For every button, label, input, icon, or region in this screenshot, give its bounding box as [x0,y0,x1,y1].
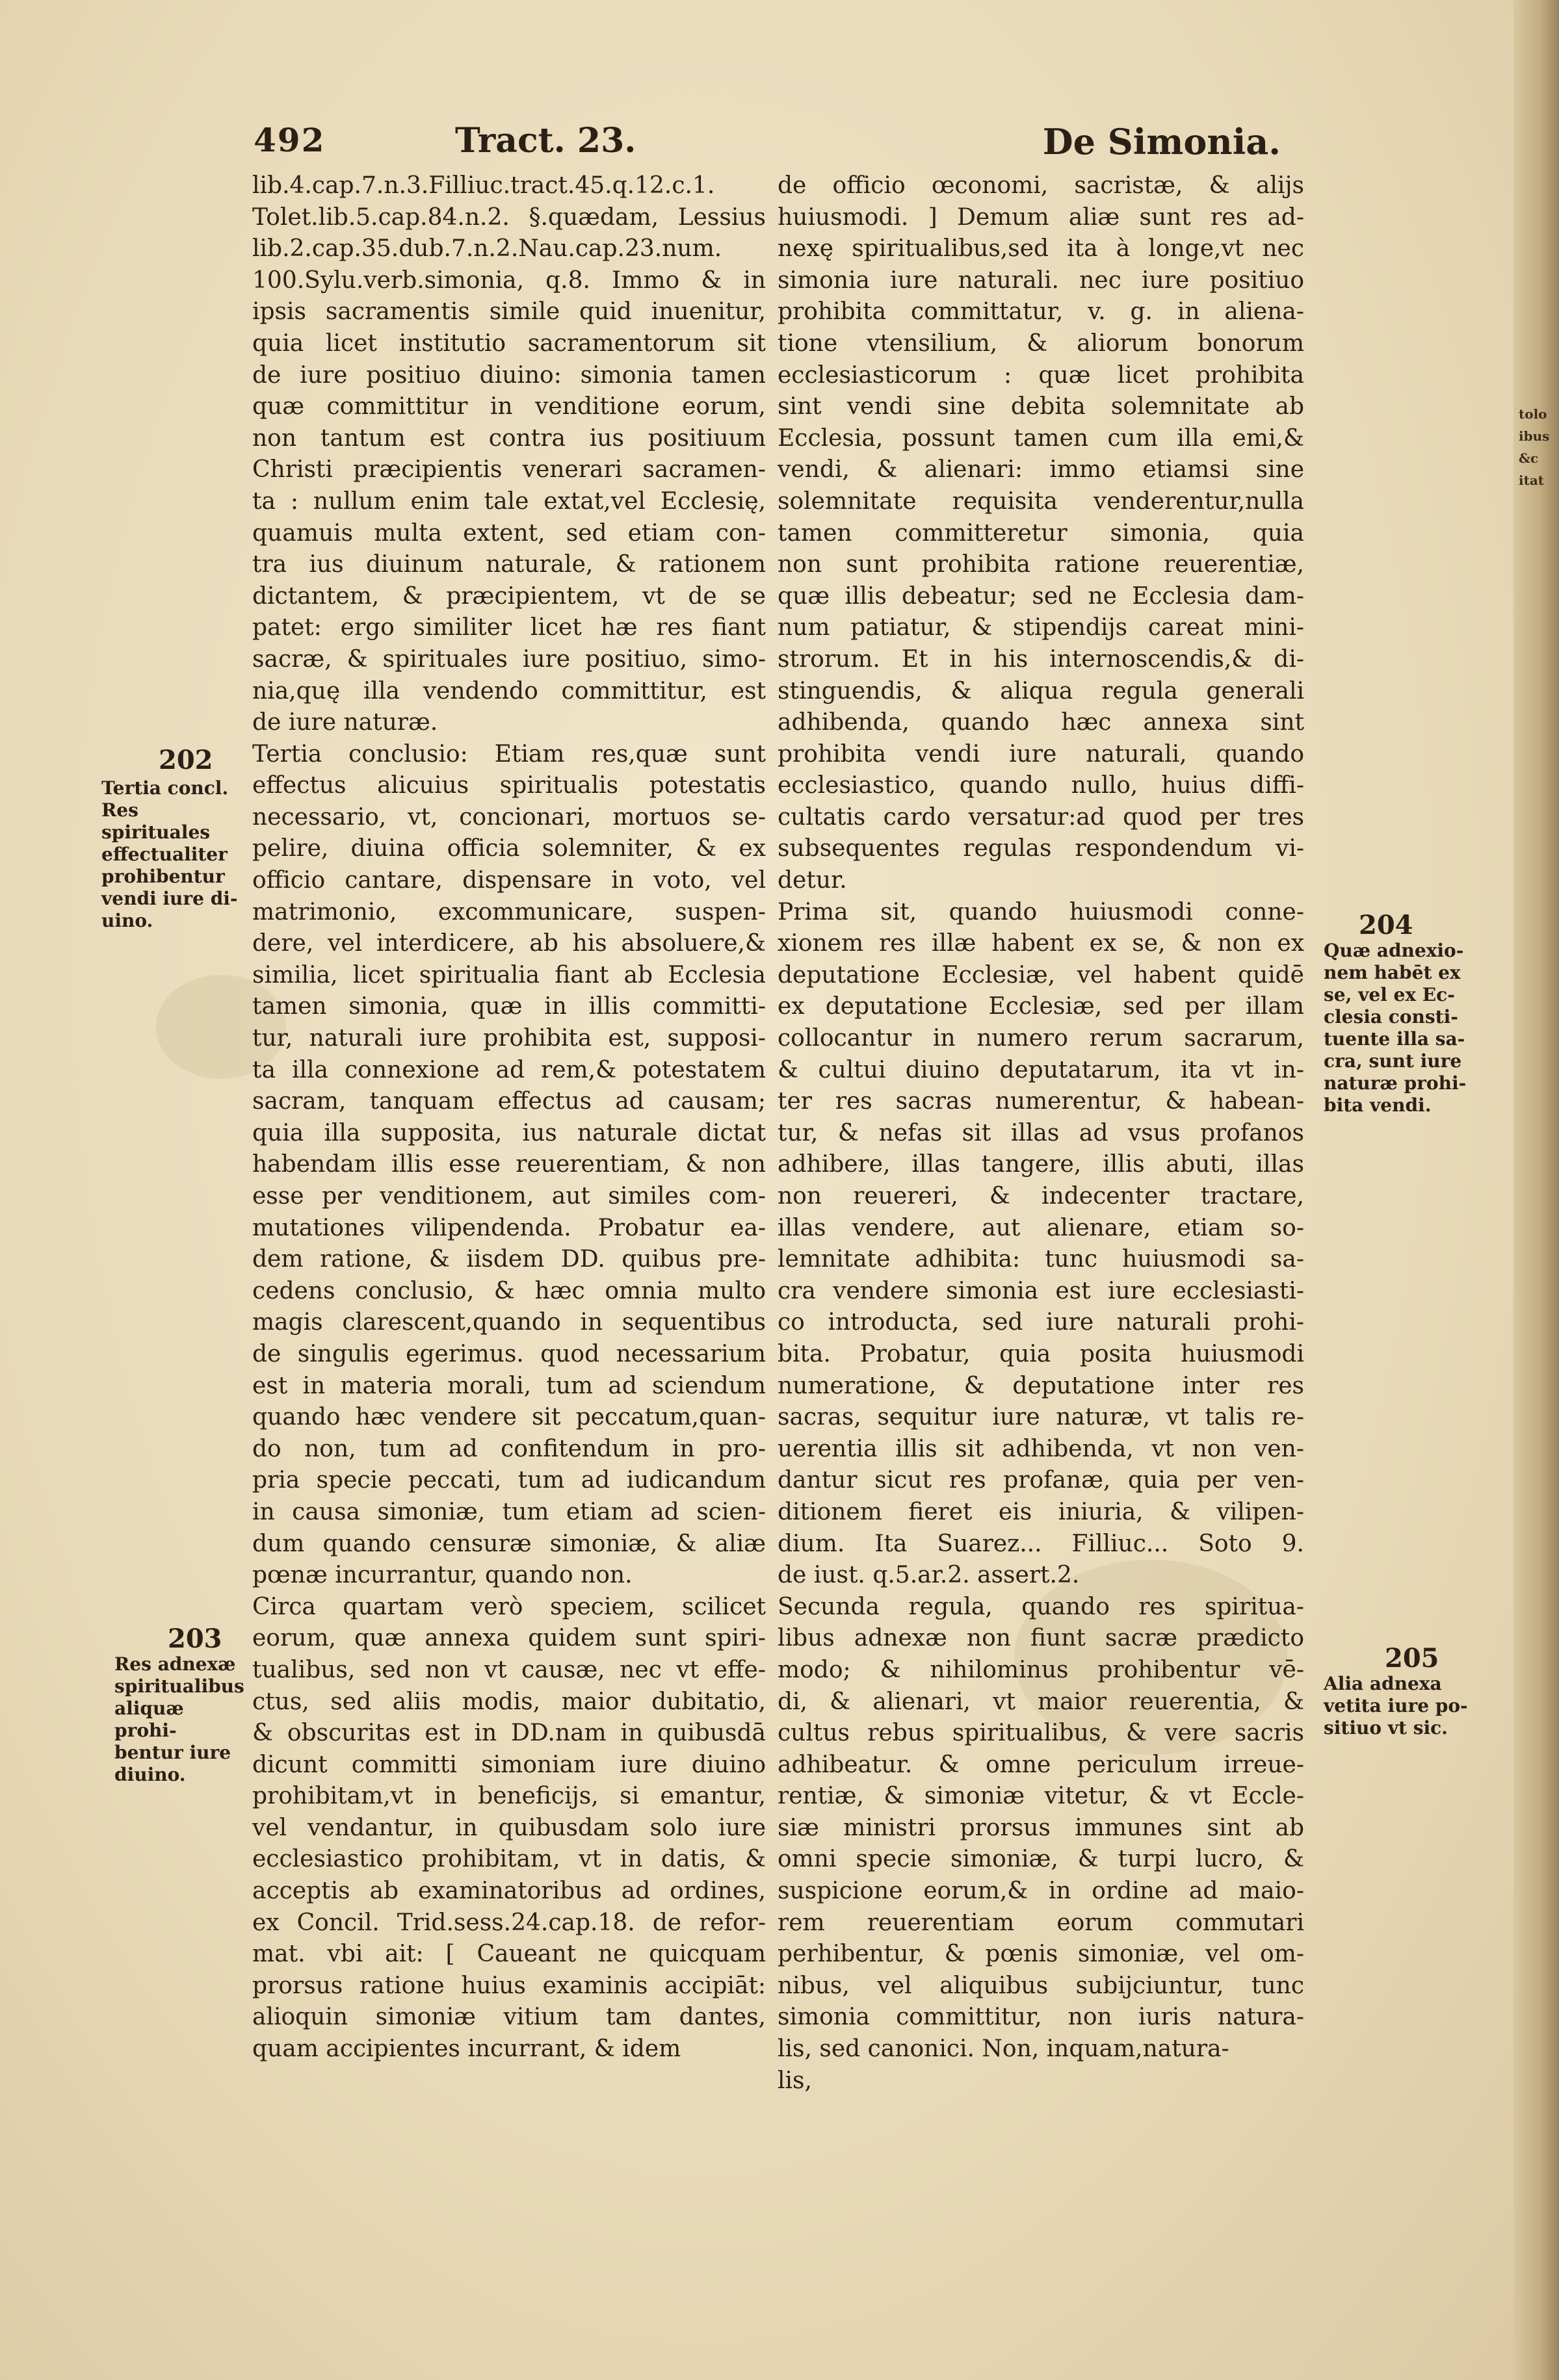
margin-note-202: Tertia concl. Res spirituales effectualiter prohibentur vendi iure di- uino. [101,777,238,931]
text-line: quando hæc vendere sit peccatum,quan- [252,1404,766,1431]
text-line: perhibentur, & pœnis simoniæ, vel om- [778,1941,1304,1968]
text-line: Secunda regula, quando res spiritua- [778,1593,1304,1620]
page-number: 492 [254,121,326,159]
text-line: subsequentes regulas respondendum vi- [778,835,1304,862]
text-line: magis clarescent,quando in sequentibus [252,1309,766,1336]
text-line: necessario, vt, concionari, mortuos se- [252,803,766,831]
text-line: num patiatur, & stipendijs careat mini- [778,614,1304,641]
text-line: dictantem, & præcipientem, vt de se [252,582,766,610]
text-line: mat. vbi ait: [ Caueant ne quicquam [252,1941,766,1968]
text-line: dantur sicut res profanæ, quia per ven- [778,1467,1304,1494]
text-line: cedens conclusio, & hæc omnia multo [252,1277,766,1304]
left-text-column [252,170,766,2065]
text-line: ex deputatione Ecclesiæ, sed per illam [778,993,1304,1020]
text-line: ipsis sacramentis simile quid inuenitur, [252,298,766,326]
margin-number-202: 202 [159,745,213,775]
text-line: do non, tum ad confitendum in pro- [252,1435,766,1462]
text-line: cultus rebus spiritualibus, & vere sacris [778,1720,1304,1747]
text-line: collocantur in numero rerum sacrarum, [778,1025,1304,1052]
text-line: tualibus, sed non vt causæ, nec vt effe- [252,1656,766,1683]
text-line: in causa simoniæ, tum etiam ad scien- [252,1498,766,1525]
text-line: libus adnexæ non fiunt sacræ prædicto [778,1625,1304,1652]
text-line: prohibitam,vt in beneficijs, si emantur, [252,1783,766,1810]
text-line: effectus alicuius spiritualis potestatis [252,772,766,799]
text-line: tione vtensilium, & aliorum bonorum [778,330,1304,357]
text-line: non tantum est contra ius positiuum [252,424,766,452]
text-line: prohibita vendi iure naturali, quando [778,740,1304,768]
margin-note-203: Res adnexæ spiritualibus aliquæ prohi- bentur iure diuino. [114,1653,244,1785]
text-line: solemnitate requisita venderentur,nulla [778,487,1304,515]
text-line: Ecclesia, possunt tamen cum illa emi,& [778,424,1304,452]
text-line: prorsus ratione huius examinis accipiāt: [252,1972,766,1999]
text-line: ta illa connexione ad rem,& potestatem [252,1056,766,1083]
text-line: rentiæ, & simoniæ vitetur, & vt Eccle- [778,1783,1304,1810]
text-line: habendam illis esse reuerentiam, & non [252,1151,766,1178]
text-line: quæ illis debeatur; sed ne Ecclesia dam- [778,582,1304,610]
text-line: lis, sed canonici. Non, inquam,natura- [778,2036,1229,2063]
text-line: tamen committeretur simonia, quia [778,519,1304,547]
text-line: Circa quartam verò speciem, scilicet [252,1593,766,1620]
text-line: numeratione, & deputatione inter res [778,1372,1304,1399]
margin-number-205: 205 [1385,1643,1439,1674]
text-line: quam accipientes incurrant, & idem [252,2036,681,2063]
text-line: & cultui diuino deputatarum, ita vt in- [778,1056,1304,1083]
page-title: De Simonia. [1042,121,1281,162]
text-line: esse per venditionem, aut similes com- [252,1183,766,1209]
text-line: cultatis cardo versatur:ad quod per tres [778,803,1304,831]
text-line: siæ ministri prorsus immunes sint ab [778,1814,1304,1841]
text-line: alioquin simoniæ vitium tam dantes, [252,2004,766,2031]
text-line: de iust. q.5.ar.2. assert.2. [778,1562,1080,1589]
text-line: non sunt prohibita ratione reuerentiæ, [778,551,1304,578]
text-line: de iure naturæ. [252,709,438,736]
text-line: simonia committitur, non iuris natura- [778,2004,1304,2031]
text-line: 100.Sylu.verb.simonia, q.8. Immo & in [252,266,766,294]
adjacent-page-fragments: tolo ibus &c itat [1519,406,1550,488]
text-line: officio cantare, dispensare in voto, vel [252,867,766,894]
running-header [254,121,1281,173]
text-line: bita. Probatur, quia posita huiusmodi [778,1340,1304,1367]
text-line: de officio œconomi, sacristæ, & alijs [778,172,1304,199]
text-line: Prima sit, quando huiusmodi conne- [778,898,1304,925]
text-line: mutationes vilipendenda. Probatur ea- [252,1214,766,1241]
text-line: cra vendere simonia est iure ecclesiasti- [778,1277,1304,1304]
text-line: Tertia conclusio: Etiam res,quæ sunt [252,740,766,768]
text-line: nibus, vel aliquibus subijciuntur, tunc [778,1972,1304,1999]
text-line: est in materia morali, tum ad sciendum [252,1372,766,1399]
text-line: pelire, diuina officia solemniter, & ex [252,835,766,862]
text-line: & obscuritas est in DD.nam in quibusdā [252,1720,766,1747]
text-line: ecclesiastico, quando nullo, huius diffi- [778,772,1304,799]
text-line: patet: ergo similiter licet hæ res fiant [252,614,766,641]
text-line: simonia iure naturali. nec iure positiuo [778,266,1304,294]
text-line: sacram, tanquam effectus ad causam; [252,1088,766,1115]
text-line: quamuis multa extent, sed etiam con- [252,519,766,547]
text-line: di, & alienari, vt maior reuerentia, & [778,1688,1304,1715]
text-line: dum quando censuræ simoniæ, & aliæ [252,1530,766,1557]
margin-note-205: Alia adnexa vetita iure po- sitiuo vt sic. [1324,1673,1468,1739]
text-line: ex Concil. Trid.sess.24.cap.18. de refor- [252,1909,766,1936]
text-line: xionem res illæ habent ex se, & non ex [778,930,1304,957]
adjacent-page-edge [1513,0,1559,2380]
text-line: pœnæ incurrantur, quando non. [252,1562,633,1589]
text-line: lib.2.cap.35.dub.7.n.2.Nau.cap.23.num. [252,235,722,263]
text-line: uerentia illis sit adhibenda, vt non ven- [778,1435,1304,1462]
text-line: tur, & nefas sit illas ad vsus profanos [778,1119,1304,1146]
text-line: ctus, sed aliis modis, maior dubitatio, [252,1688,766,1715]
text-line: Tolet.lib.5.cap.84.n.2. §.quædam, Lessius [252,203,766,231]
text-line: Christi præcipientis venerari sacramen- [252,456,766,484]
text-line: illas vendere, aut alienare, etiam so- [778,1214,1304,1241]
text-line: acceptis ab examinatoribus ad ordines, [252,1878,766,1905]
text-line: vel vendantur, in quibusdam solo iure [252,1814,766,1841]
text-line: omni specie simoniæ, & turpi lucro, & [778,1846,1304,1873]
text-line: lib.4.cap.7.n.3.Filliuc.tract.45.q.12.c.1. [252,172,715,199]
text-line: de singulis egerimus. quod necessarium [252,1340,766,1367]
text-line: ecclesiastico prohibitam, vt in datis, & [252,1846,766,1873]
text-line: eorum, quæ annexa quidem sunt spiri- [252,1625,766,1652]
text-line: rem reuerentiam eorum commutari [778,1909,1304,1936]
text-line: nexę spiritualibus,sed ita à longe,vt nec [778,235,1304,263]
text-line: adhibeatur. & omne periculum irreue- [778,1751,1304,1778]
text-line: non reuereri, & indecenter tractare, [778,1183,1304,1209]
text-line: tra ius diuinum naturale, & rationem [252,551,766,578]
text-line: de iure positiuo diuino: simonia tamen [252,361,766,389]
text-line: quia illa supposita, ius naturale dictat [252,1119,766,1146]
text-line: modo; & nihilominus prohibentur vē- [778,1656,1304,1683]
text-line: lis, [778,2067,812,2094]
text-line: quæ committitur in venditione eorum, [252,393,766,420]
text-line: dere, vel interdicere, ab his absoluere,& [252,930,766,957]
text-line: sint vendi sine debita solemnitate ab [778,393,1304,420]
text-line: sacras, sequitur iure naturæ, vt talis re- [778,1404,1304,1431]
text-line: tur, naturali iure prohibita est, supposi- [252,1025,766,1052]
text-line: sacræ, & spirituales iure positiuo, simo- [252,645,766,673]
text-line: prohibita committatur, v. g. in aliena- [778,298,1304,326]
text-line: detur. [778,867,847,894]
text-line: dem ratione, & iisdem DD. quibus pre- [252,1246,766,1273]
text-line: similia, licet spiritualia fiant ab Ecclesia [252,961,766,989]
text-line: nia,quę illa vendendo committitur, est [252,677,766,705]
margin-number-203: 203 [168,1623,222,1654]
text-line: huiusmodi. ] Demum aliæ sunt res ad- [778,203,1304,231]
text-line: adhibenda, quando hæc annexa sint [778,709,1304,736]
text-line: lemnitate adhibita: tunc huiusmodi sa- [778,1246,1304,1273]
text-line: ecclesiasticorum : quæ licet prohibita [778,361,1304,389]
text-line: stinguendis, & aliqua regula generali [778,677,1304,705]
text-line: quia licet institutio sacramentorum sit [252,330,766,357]
text-line: dicunt committi simoniam iure diuino [252,1751,766,1778]
text-line: vendi, & alienari: immo etiamsi sine [778,456,1304,484]
text-line: suspicione eorum,& in ordine ad maio- [778,1878,1304,1905]
right-text-column [778,170,1304,2097]
text-line: pria specie peccati, tum ad iudicandum [252,1467,766,1494]
text-line: ditionem fieret eis iniuria, & vilipen- [778,1498,1304,1525]
text-line: co introducta, sed iure naturali prohi- [778,1309,1304,1336]
text-line: tamen simonia, quæ in illis committi- [252,993,766,1020]
text-line: strorum. Et in his internoscendis,& di- [778,645,1304,673]
text-line: deputatione Ecclesiæ, vel habent quidē [778,961,1304,989]
tract-label: Tract. 23. [455,121,636,161]
text-line: ta : nullum enim tale extat,vel Ecclesię, [252,487,766,515]
margin-note-204: Quæ adnexio- nem habēt ex se, vel ex Ec- clesia consti- tuente illa sa- cra, sunt iure naturæ prohi- bita vendi. [1324,940,1467,1116]
margin-number-204: 204 [1359,910,1413,940]
text-line: ter res sacras numerentur, & habean- [778,1088,1304,1115]
text-line: adhibere, illas tangere, illis abuti, illas [778,1151,1304,1178]
text-line: matrimonio, excommunicare, suspen- [252,898,766,925]
text-line: dium. Ita Suarez... Filliuc... Soto 9. [778,1530,1304,1557]
